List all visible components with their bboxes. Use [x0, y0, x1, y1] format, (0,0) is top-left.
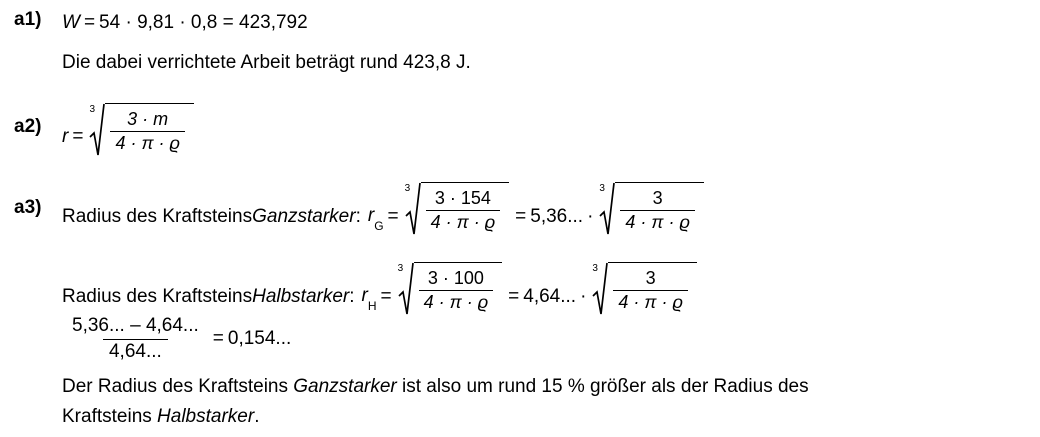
conclusion-line-1 — [62, 374, 809, 400]
formula-a1-expression: 54 · 9,81 · 0,8 = 423,792 — [99, 12, 308, 33]
radical-sign — [592, 262, 608, 316]
root-index: 3 — [599, 183, 605, 194]
stone-name-ganzstarker-2: Ganzstarker — [293, 376, 397, 397]
fraction-denominator: 4 · π · ϱ — [110, 131, 185, 154]
value-ganzstarker: 5,36... — [530, 206, 584, 227]
radicand-a3-2b — [608, 262, 697, 316]
variable-W: W — [62, 12, 80, 33]
equals-sign-1: = — [380, 286, 392, 307]
conclusion-part2: ist also um rund 15 % größer als der Radius des — [396, 376, 809, 397]
cube-root-a3-1 — [405, 182, 510, 236]
ratio-numerator: 5,36... – 4,64... — [72, 315, 199, 336]
value-halbstarker: 4,64... — [523, 286, 577, 307]
sentence-a1: Die dabei verrichtete Arbeit beträgt rund 423,8 J. — [62, 52, 471, 73]
formula-a2 — [62, 103, 196, 157]
equals-sign-2: = — [508, 286, 520, 307]
item-label-a1: a1) — [14, 9, 42, 30]
conclusion-part4: . — [254, 406, 260, 427]
variable-rH: $r_H$ — [361, 285, 377, 313]
solution-item-a3 — [14, 182, 706, 236]
fraction-a3-1 — [426, 188, 501, 232]
formula-a3-line2-wrap — [62, 262, 699, 316]
line2-colon: : — [349, 286, 355, 307]
fraction-a2 — [110, 109, 185, 153]
fraction-a3-1b — [620, 188, 695, 232]
equals-sign: = — [83, 12, 96, 33]
fraction-numerator: 3 · m — [127, 109, 169, 130]
equals-sign: = — [72, 126, 84, 147]
line2-prefix: Radius des Kraftsteins — [62, 286, 253, 307]
fraction-denominator: 4 · π · ϱ — [426, 210, 501, 233]
solution-sentence-a1 — [62, 50, 471, 76]
variable-rG: $r_G$ — [367, 205, 384, 233]
conclusion-text-2 — [62, 404, 259, 430]
radical-tick — [599, 182, 615, 236]
fraction-denominator: 4 · π · ϱ — [613, 290, 688, 313]
formula-a3-line1 — [62, 182, 706, 236]
ratio-fraction — [66, 315, 205, 364]
fraction-numerator: 3 — [645, 268, 656, 289]
root-index: 3 — [397, 263, 404, 274]
radicand-a2 — [105, 103, 194, 157]
radicand-a3-2 — [414, 262, 503, 316]
equals-sign: = — [212, 328, 224, 350]
fraction-numerator: 3 · 100 — [427, 268, 484, 289]
root-index: 3 — [592, 263, 598, 274]
stone-name-ganzstarker: Ganzstarker — [252, 206, 356, 227]
radical-sign — [398, 262, 414, 316]
conclusion-part1: Der Radius des Kraftsteins — [62, 376, 294, 397]
conclusion-line-2 — [62, 404, 259, 430]
fraction-numerator: 3 — [652, 188, 663, 209]
radical-sign — [599, 182, 615, 236]
radical-tick — [398, 262, 414, 316]
radical-sign — [405, 182, 421, 236]
stone-name-halbstarker-2: Halbstarker — [157, 406, 255, 427]
formula-a3-line3 — [62, 315, 291, 364]
stone-name-halbstarker: Halbstarker — [252, 286, 350, 307]
multiplication-dot: · — [580, 286, 587, 307]
ratio-denominator: 4,64... — [103, 339, 168, 364]
cube-root-a3-1b — [599, 182, 704, 236]
cube-root-a3-2 — [398, 262, 503, 316]
conclusion-text-1 — [62, 374, 809, 400]
conclusion-part3: Kraftsteins — [62, 406, 158, 427]
line1-prefix: Radius des Kraftsteins — [62, 206, 253, 227]
radical-tick — [89, 103, 105, 157]
radicand-a3-1b — [615, 182, 704, 236]
radicand-a3-1 — [421, 182, 510, 236]
item-label-a3: a3) — [14, 197, 42, 218]
cube-root-a2 — [89, 103, 194, 157]
radical-tick — [592, 262, 608, 316]
line1-colon: : — [355, 206, 361, 227]
cube-root-a3-2b — [592, 262, 697, 316]
equals-sign-2: = — [515, 206, 527, 227]
multiplication-dot: · — [587, 206, 594, 227]
fraction-denominator: 4 · π · ϱ — [419, 290, 494, 313]
radical-sign — [89, 103, 105, 157]
formula-a1 — [62, 10, 308, 36]
fraction-a3-2b — [613, 268, 688, 312]
root-index: 3 — [404, 183, 411, 194]
item-label-a2: a2) — [14, 116, 42, 137]
radical-tick — [405, 182, 421, 236]
equals-sign-1: = — [387, 206, 399, 227]
fraction-denominator: 4 · π · ϱ — [620, 210, 695, 233]
ratio-result: 0,154... — [227, 328, 292, 350]
solution-item-a1 — [14, 10, 308, 36]
formula-a3-line3-wrap — [62, 315, 291, 364]
formula-a3-line2 — [62, 262, 699, 316]
fraction-a3-2 — [419, 268, 494, 312]
solution-item-a2 — [14, 103, 196, 157]
variable-r: r — [62, 126, 69, 147]
root-index: 3 — [89, 104, 95, 115]
fraction-numerator: 3 · 154 — [434, 188, 491, 209]
